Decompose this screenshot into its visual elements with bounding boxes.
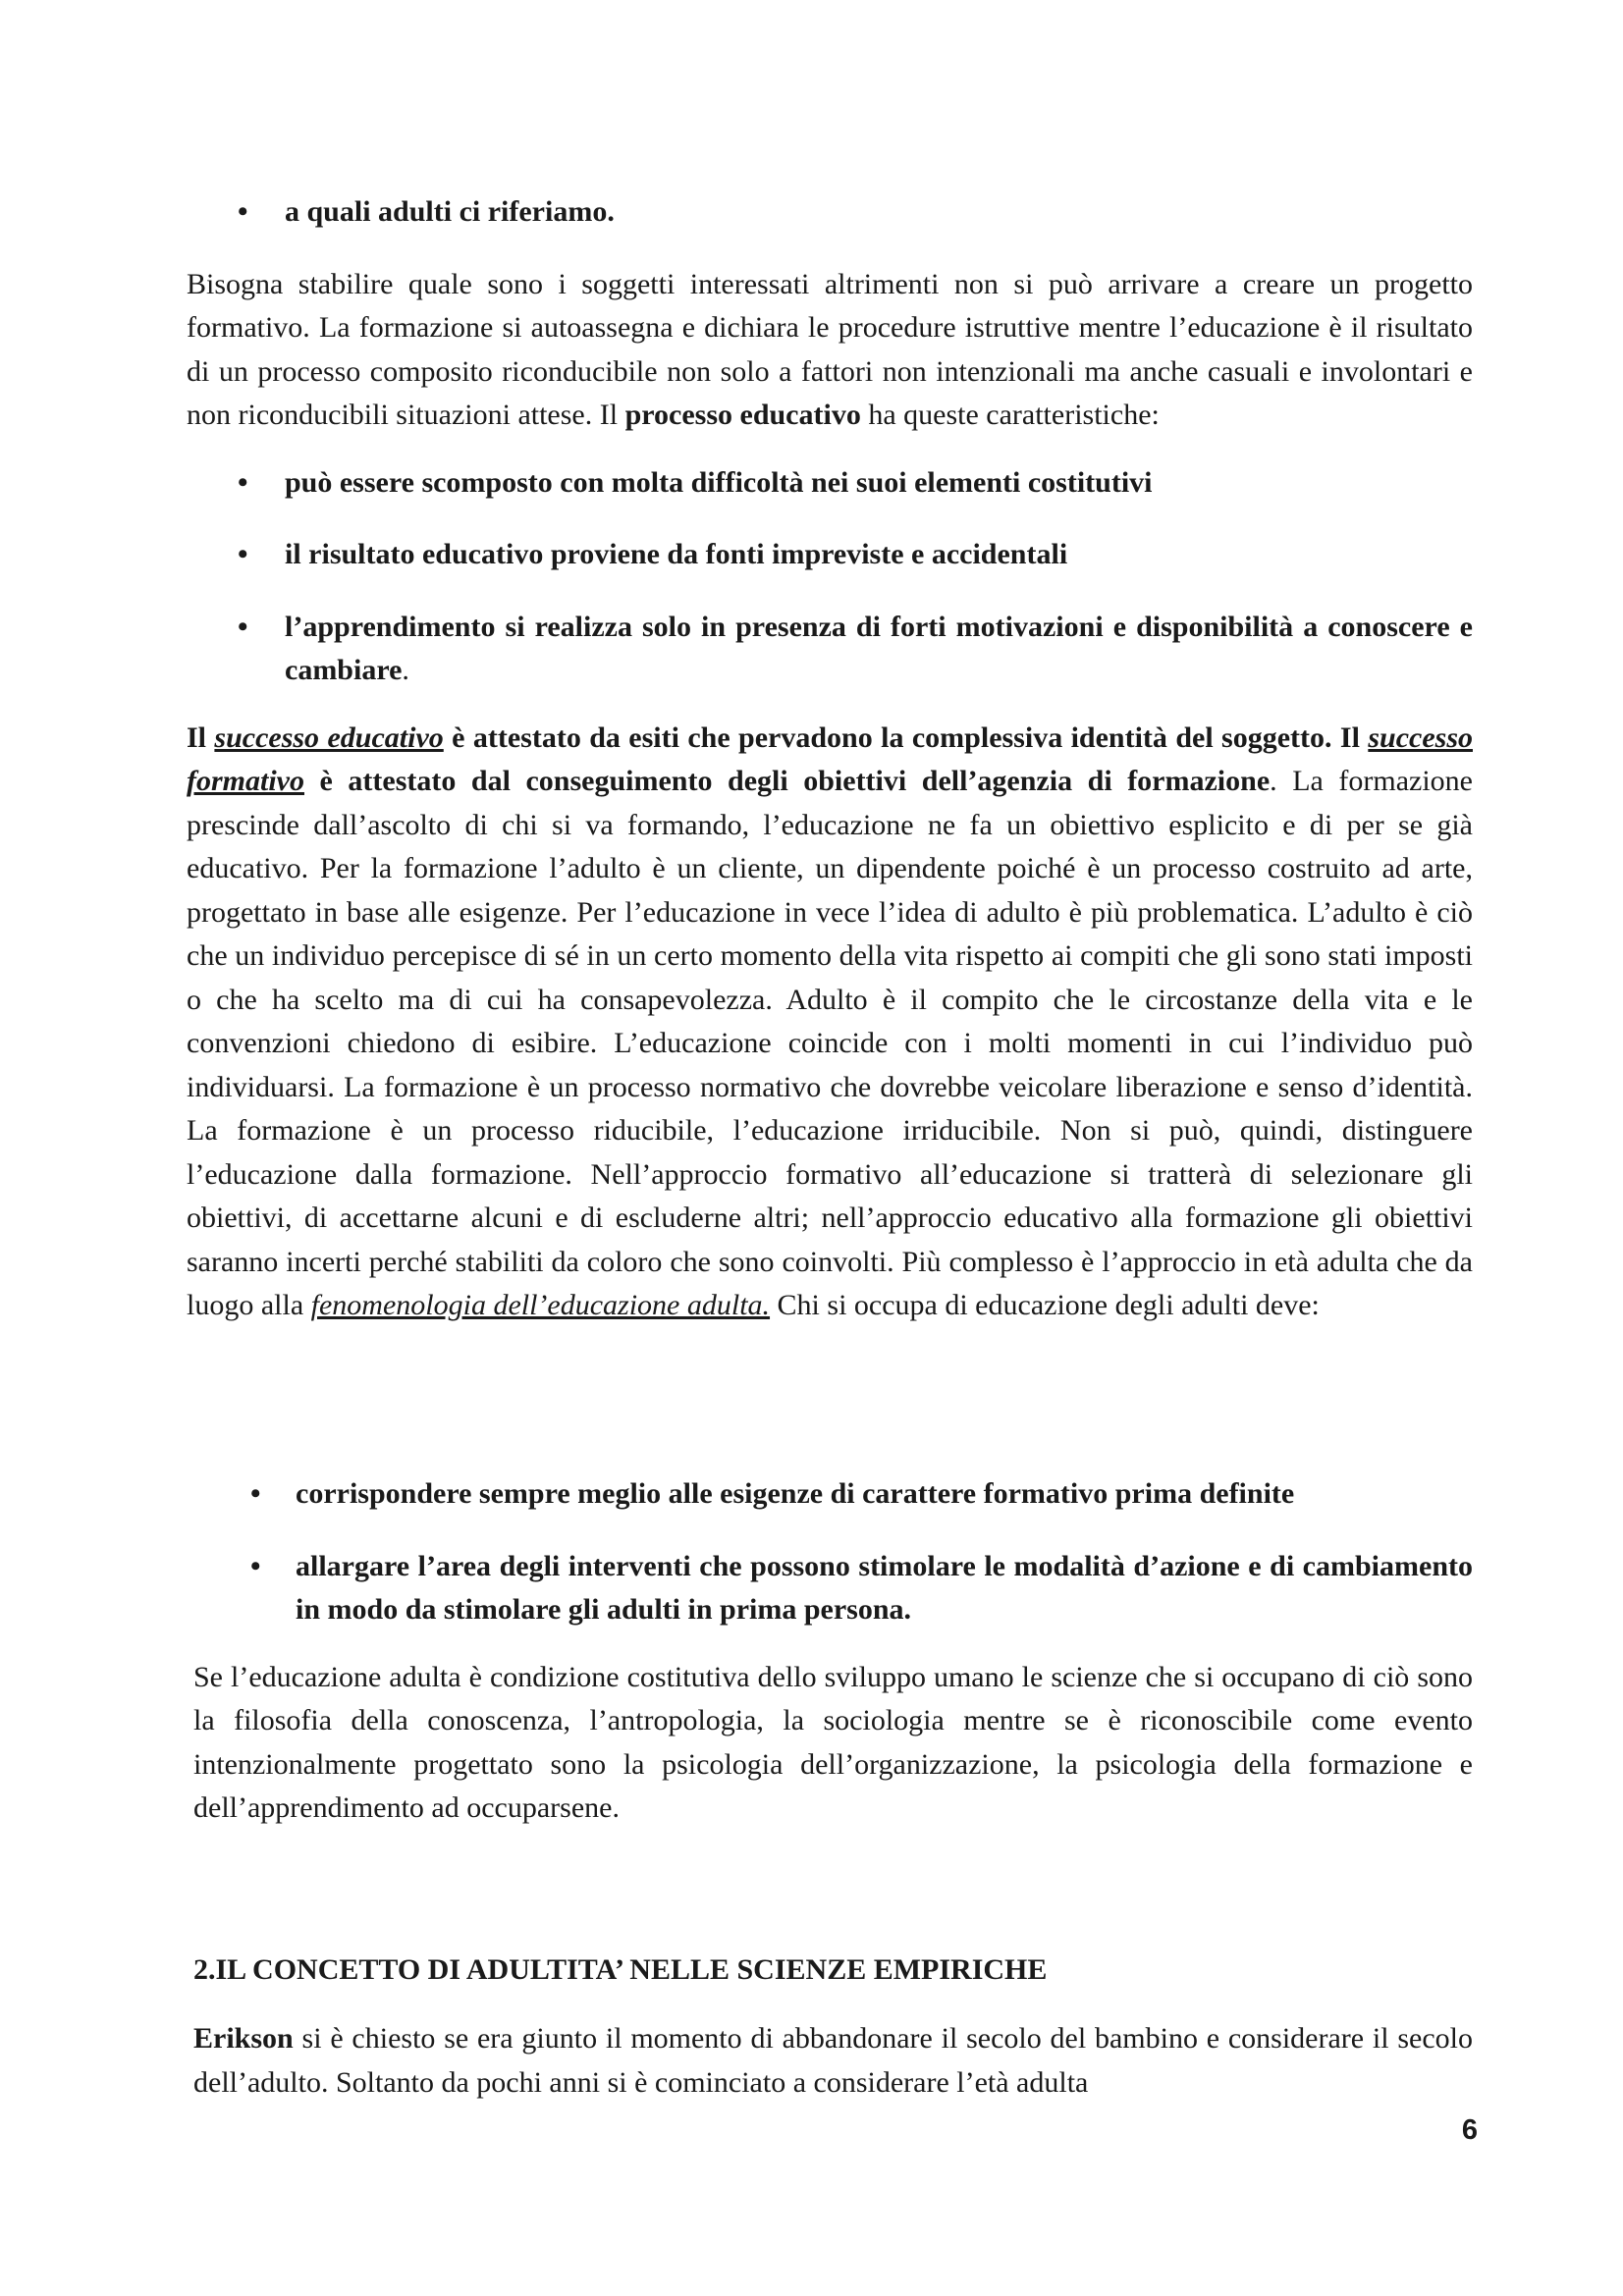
bullet-icon: •	[250, 1549, 261, 1582]
bold-text: Il	[1331, 721, 1369, 754]
list-item	[187, 190, 1473, 235]
term-successo-educativo: successo educativo	[214, 721, 444, 754]
paragraph-erikson	[193, 2017, 1473, 2105]
list-item	[187, 533, 1473, 577]
bullet-icon: •	[250, 1477, 261, 1510]
paragraph-successo	[187, 717, 1473, 1328]
bullet-list-caratteristiche	[187, 461, 1473, 693]
paragraph-text: Chi si occupa di educazione degli adulti deve:	[770, 1289, 1320, 1321]
list-item	[187, 606, 1473, 693]
list-item-text: allargare l’area degli interventi che possono stimolare le modalità d’azione e di cambiamento in modo da stimolare gli adulti in prima persona.	[296, 1549, 1473, 1626]
bullet-icon: •	[238, 195, 248, 228]
list-item-text: può essere scomposto con molta difficoltà nei suoi elementi costitutivi	[285, 465, 1153, 499]
list-item-text: a quali adulti ci riferiamo.	[285, 195, 615, 228]
paragraph-text: . La formazione prescinde dall’ascolto di chi si va formando, l’educazione ne fa un obiettivo esplicito e di per se già educativo. Per la formazione l’adulto è un cliente, un dipendente poiché è un processo costruito ad arte, progettato in base alle esigenze. Per l’educazione in vece l’idea di adulto è più problematica. L’adulto è ciò che un individuo percepisce di sé in un certo momento della vita rispetto ai compiti che gli sono stati imposti o che ha scelto ma di cui ha consapevolezza. Adulto è il compito che le circostanze della vita e le convenzioni chiedono di esibire. L’educazione coincide con i molti momenti in cui l’individuo può individuarsi. La formazione è un processo normativo che dovrebbe veicolare liberazione e senso d’identità. La formazione è un processo riducibile, l’educazione irriducibile. Non si può, quindi, distinguere l’educazione dalla formazione. Nell’approccio formativo all’educazione si tratterà di selezionare gli obiettivi, di accettarne alcuni e di escluderne altri; nell’approccio educativo alla formazione gli obiettivi saranno incerti perché stabiliti da coloro che sono coinvolti. Più complesso è l’approccio in età adulta che da luogo alla	[187, 765, 1473, 1321]
paragraph-text: si è chiesto se era giunto il momento di abbandonare il secolo del bambino e considerare il secolo dell’adulto. Soltanto da pochi anni si è cominciato a considerare l’età adulta	[193, 2022, 1473, 2099]
bold-term-processo-educativo: processo educativo	[624, 399, 861, 431]
bullet-list-compiti	[193, 1472, 1473, 1632]
bold-text: è attestato da esiti che pervadono la complessiva identità del soggetto.	[443, 721, 1332, 754]
list-item-text: corrispondere sempre meglio alle esigenze di carattere formativo prima definite	[296, 1477, 1295, 1510]
bullet-icon: •	[238, 610, 248, 643]
intro-bullet-list	[187, 190, 1473, 235]
list-item-text: il risultato educativo proviene da fonti impreviste e accidentali	[285, 538, 1068, 570]
page-number: 6	[1461, 2114, 1478, 2146]
paragraph-processo-educativo	[187, 263, 1473, 438]
bold-text: è attestato dal conseguimento degli obiettivi dell’agenzia di formazione	[304, 765, 1271, 797]
paragraph-text: Bisogna stabilire quale sono i soggetti interessati altrimenti non si può arrivare a creare un progetto formativo. La formazione si autoassegna e dichiara le procedure istruttive mentre l’educazione è il risultato di un processo composito riconducibile non solo a fattori non intenzionali ma anche casuali e involontari e non riconducibili situazioni attese. Il	[187, 267, 1473, 431]
term-fenomenologia-educazione-adulta: fenomenologia dell’educazione adulta.	[310, 1289, 771, 1321]
paragraph-scienze: Se l’educazione adulta è condizione costitutiva dello sviluppo umano le scienze che si occupano di ciò sono la filosofia della conoscenza, l’antropologia, la sociologia mentre se è riconoscibile come evento intenzionalmente progettato sono la psicologia dell’organizzazione, la psicologia della formazione e dell’apprendimento ad occuparsene.	[193, 1660, 1473, 1824]
list-item	[193, 1545, 1473, 1632]
term-successo-formativo: successo formativo	[187, 721, 1473, 797]
list-item-punctuation: .	[402, 654, 409, 686]
bold-text: Il	[187, 721, 215, 754]
bullet-icon: •	[238, 465, 248, 499]
section-heading: 2.IL CONCETTO DI ADULTITA’ NELLE SCIENZE EMPIRICHE	[193, 1953, 1048, 1986]
bold-name-erikson: Erikson	[193, 2022, 294, 2055]
list-item	[187, 461, 1473, 506]
section-erikson	[193, 2017, 1473, 2128]
section-educazione-adulti	[193, 1472, 1473, 1854]
bullet-icon: •	[238, 538, 248, 570]
paragraph-text: ha queste caratteristiche:	[860, 399, 1160, 431]
list-item-text: l’apprendimento si realizza solo in presenza di forti motivazioni e disponibilità a conoscere e cambiare	[285, 610, 1473, 686]
list-item	[193, 1472, 1473, 1517]
section-educazione	[187, 190, 1473, 1352]
